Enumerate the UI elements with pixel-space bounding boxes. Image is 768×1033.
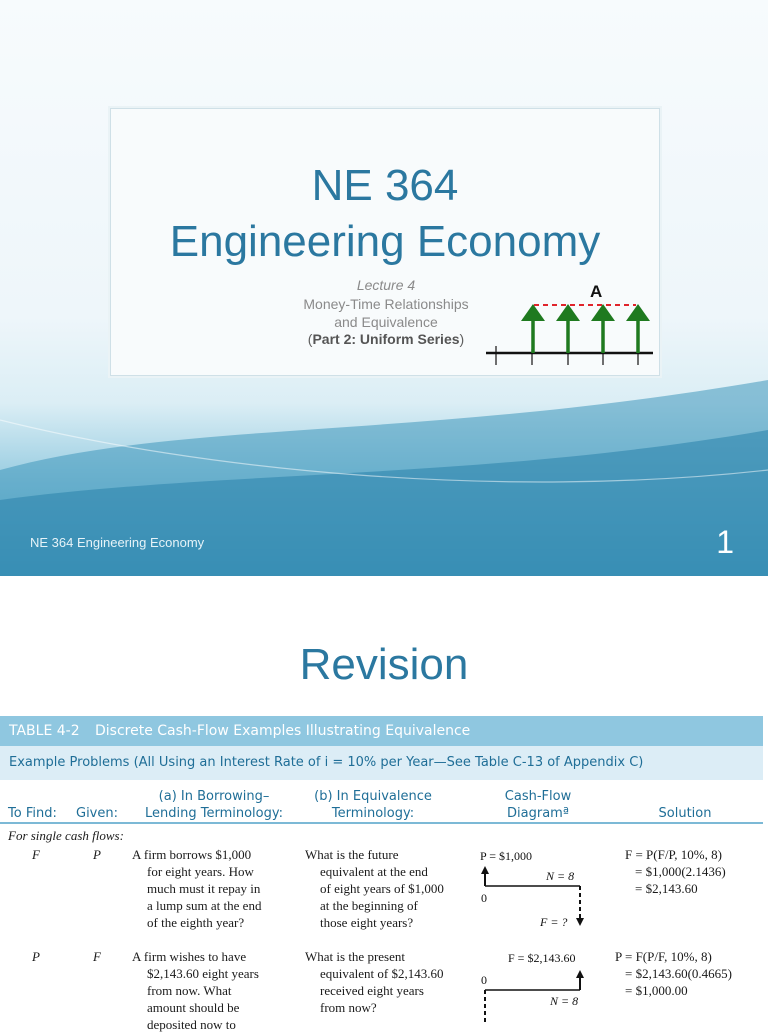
slide-footer: NE 364 Engineering Economy xyxy=(30,535,205,550)
row2-find: P xyxy=(32,949,40,964)
table-subtitle: Example Problems (All Using an Interest Rate of i = 10% per Year—See Table C-13 of Appendix C) xyxy=(9,755,644,770)
arrows xyxy=(521,304,650,353)
row1-cash-flow-diagram xyxy=(476,846,588,936)
row2-equivalence-text: What is the present equivalent of $2,143.60 received eight years from now? xyxy=(305,949,444,1015)
table-subtitle-bar xyxy=(0,746,763,780)
part-bold: Part 2: Uniform Series xyxy=(312,331,460,347)
lecture-label: Lecture 4 xyxy=(356,277,416,293)
col-borrowing: (a) In Borrowing– Lending Terminology: xyxy=(145,789,283,821)
table-header-bar xyxy=(0,716,763,746)
svg-text:0: 0 xyxy=(481,973,487,987)
table-title: Discrete Cash-Flow Examples Illustrating Equivalence xyxy=(95,723,471,739)
row2-borrowing-text: A firm wishes to have $2,143.60 eight years from now. What amount should be deposited now to xyxy=(132,949,259,1032)
col-solution: Solution xyxy=(658,806,712,821)
col-to-find: To Find: xyxy=(8,806,57,821)
svg-text:P = $1,000: P = $1,000 xyxy=(480,849,532,863)
svg-text:N = 8: N = 8 xyxy=(550,994,579,1008)
row2-solution: P = F(P/F, 10%, 8) = $2,143.60(0.4665) = $1,000.00 xyxy=(615,949,732,998)
course-code: NE 364 xyxy=(311,161,459,210)
section-label: For single cash flows: xyxy=(8,828,124,843)
col-cash-flow: Cash-Flow Diagramª xyxy=(504,789,572,821)
annuity-label: A xyxy=(590,282,603,301)
subtitle-line-2: and Equivalence xyxy=(334,314,438,330)
subtitle-line-1: Money-Time Relationships xyxy=(303,296,469,312)
part-label: (Part 2: Uniform Series) xyxy=(307,331,465,347)
course-name: Engineering Economy xyxy=(169,217,601,266)
page-number: 1 xyxy=(716,524,734,560)
row1-given: P xyxy=(93,847,101,862)
row1-equivalence-text: What is the future equivalent at the end of eight years of $1,000 at the beginning of those eight years? xyxy=(305,847,444,930)
col-equivalence: (b) In Equivalence Terminology: xyxy=(314,789,432,821)
row1-find: F xyxy=(32,847,40,862)
header-rule xyxy=(0,822,763,824)
title-box xyxy=(110,108,660,376)
revision-slide xyxy=(0,576,768,1032)
uniform-series-diagram xyxy=(486,279,658,369)
svg-text:N = 8: N = 8 xyxy=(546,869,575,883)
slide-title: Revision xyxy=(299,640,469,689)
row2-given: F xyxy=(93,949,101,964)
svg-text:F = ?: F = ? xyxy=(540,915,568,929)
svg-text:0: 0 xyxy=(481,891,487,905)
svg-text:F = $2,143.60: F = $2,143.60 xyxy=(508,951,576,965)
row1-borrowing-text: A firm borrows $1,000 for eight years. How much must it repay in a lump sum at the end of the eighth year? xyxy=(132,847,262,930)
row1-solution: F = P(F/P, 10%, 8) = $1,000(2.1436) = $2,143.60 xyxy=(625,847,726,896)
row2-cash-flow-diagram xyxy=(476,948,588,1024)
col-given: Given: xyxy=(76,806,118,821)
table-number: TABLE 4-2 xyxy=(9,723,80,739)
